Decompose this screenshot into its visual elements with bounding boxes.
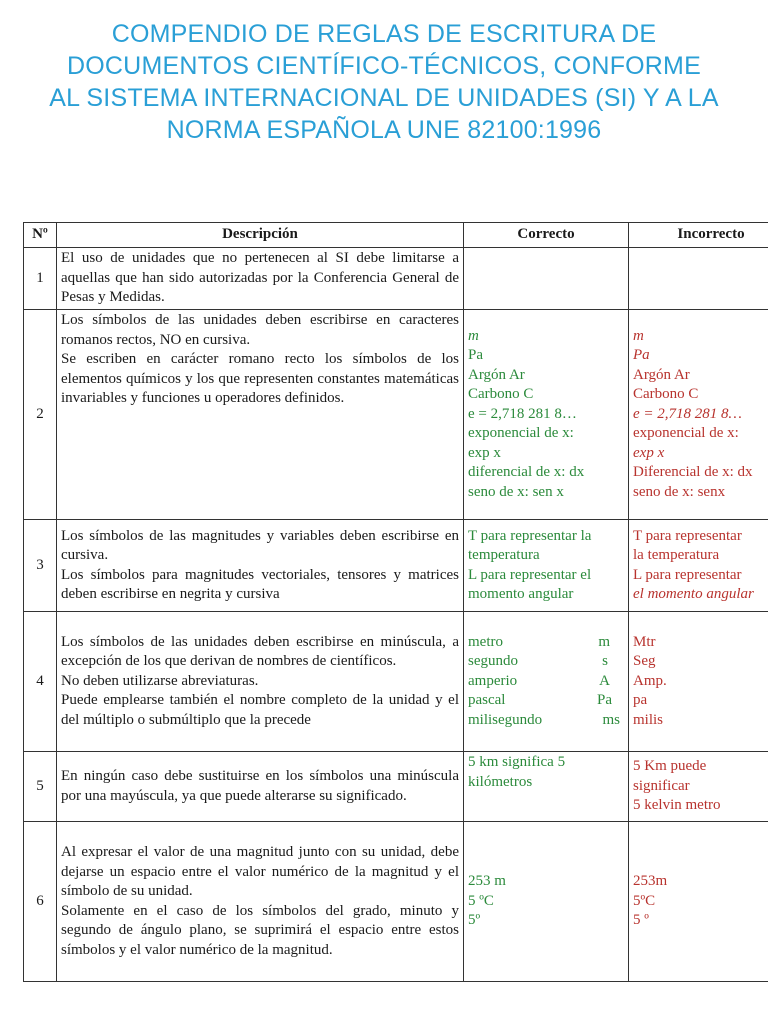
correct-example: Argón Ar (468, 366, 525, 383)
table-row (24, 248, 768, 310)
correct-example (468, 691, 624, 711)
incorrect-cell (629, 612, 768, 752)
correct-cell (464, 520, 629, 612)
correct-cell (464, 612, 629, 752)
unit-name: milisegundo (468, 711, 543, 728)
table-row (24, 520, 768, 612)
table-row (24, 752, 768, 822)
incorrect-example: exp x (633, 444, 665, 461)
description-paragraph: Los símbolos de las unidades deben escribirse en minúscula, a excepción de los que derivan de nombres de científicos. (61, 633, 459, 670)
correct-example: e = 2,718 281 8… (468, 405, 577, 422)
correct-example: 5º (468, 912, 481, 929)
incorrect-example: 5 kelvin metro (633, 797, 721, 814)
unit-symbol: m (598, 633, 610, 650)
row-number: 5 (24, 752, 57, 822)
table-row (24, 822, 768, 982)
table-row (24, 310, 768, 520)
title-line: COMPENDIO DE REGLAS DE ESCRITURA DE (111, 20, 657, 48)
incorrect-example: m (633, 327, 644, 344)
correct-example: 5 ºC (468, 892, 494, 909)
incorrect-example: T para representar (633, 527, 742, 544)
correct-example: momento angular (468, 586, 574, 602)
title-line: AL SISTEMA INTERNACIONAL DE UNIDADES (SI) Y A LA (49, 84, 719, 112)
row-description (57, 612, 464, 752)
column-header-incorrect: Incorrecto (629, 223, 768, 248)
correct-example: Carbono C (468, 386, 534, 403)
incorrect-cell (629, 520, 768, 612)
incorrect-example: e = 2,718 281 8… (633, 405, 742, 422)
incorrect-example: L para representar (633, 566, 742, 583)
unit-name: metro (468, 633, 503, 650)
description-paragraph: Los símbolos de las magnitudes y variables deben escribirse en cursiva. (61, 527, 459, 563)
incorrect-example: significar (633, 777, 690, 794)
table-row (24, 612, 768, 752)
incorrect-example: 5 Km puede (633, 758, 707, 775)
correct-example: seno de x: sen x (468, 483, 564, 500)
correct-example: T para representar la (468, 527, 592, 544)
header-row (24, 223, 768, 248)
incorrect-example: Mtr (633, 633, 656, 650)
correct-cell (464, 248, 629, 310)
incorrect-cell (629, 752, 768, 822)
row-description (57, 752, 464, 822)
description-paragraph: Puede emplearse también el nombre completo de la unidad y el del múltiplo o submúltiplo que la precede (61, 692, 459, 728)
description-paragraph: Al expresar el valor de una magnitud junto con su unidad, debe dejarse un espacio entre el valor numérico de la magnitud y el símbolo de su unidad. (61, 844, 459, 899)
description-paragraph: Los símbolos de las unidades deben escribirse en caracteres romanos rectos, NO en cursiva. (61, 312, 459, 348)
correct-example: exp x (468, 444, 501, 461)
incorrect-cell (629, 822, 768, 982)
correct-example: 253 m (468, 873, 506, 890)
title-line: NORMA ESPAÑOLA UNE 82100:1996 (166, 116, 602, 144)
incorrect-example: 5ºC (633, 892, 656, 909)
description-paragraph: No deben utilizarse abreviaturas. (61, 672, 259, 689)
correct-example: m (468, 327, 479, 344)
correct-example: L para representar el (468, 566, 592, 583)
correct-example (468, 672, 624, 692)
page-title (40, 18, 728, 146)
description-paragraph: Solamente en el caso de los símbolos del grado, minuto y segundo de ángulo plano, se suprimirá el espacio entre estos símbolos y el valor numérico de la magnitud. (61, 902, 459, 958)
incorrect-example: Argón Ar (633, 366, 690, 383)
correct-cell (464, 310, 629, 520)
correct-example (468, 633, 624, 653)
unit-symbol: s (602, 653, 608, 670)
incorrect-example: milis (633, 711, 664, 728)
row-number: 1 (24, 248, 57, 310)
description-paragraph: El uso de unidades que no pertenecen al SI debe limitarse a aquellas que han sido autorizadas por la Conferencia General de Pesas y Medidas. (61, 250, 459, 306)
incorrect-cell (629, 248, 768, 310)
incorrect-cell (629, 310, 768, 520)
correct-example: temperatura (468, 547, 540, 563)
title-line: DOCUMENTOS CIENTÍFICO-TÉCNICOS, CONFORME (67, 52, 701, 80)
incorrect-example: 5 º (633, 912, 649, 929)
correct-cell (464, 822, 629, 982)
unit-name: pascal (468, 692, 506, 709)
incorrect-example: Carbono C (633, 386, 699, 403)
row-number: 4 (24, 612, 57, 752)
correct-example (468, 652, 624, 672)
correct-cell (464, 752, 629, 822)
correct-example: kilómetros (468, 773, 533, 790)
incorrect-example: exponencial de x: (633, 425, 739, 442)
incorrect-example: la temperatura (633, 547, 720, 563)
row-number: 2 (24, 310, 57, 520)
row-number: 3 (24, 520, 57, 612)
column-header-number: Nº (24, 223, 57, 248)
rules-table (23, 222, 768, 982)
unit-symbol: Pa (597, 692, 612, 709)
description-paragraph: Los símbolos para magnitudes vectoriales, tensores y matrices deben escribirse en negrita y cursiva (61, 566, 459, 602)
correct-example: Pa (468, 347, 483, 364)
unit-name: amperio (468, 672, 518, 689)
correct-example: 5 km significa 5 (468, 754, 566, 770)
unit-symbol: ms (602, 711, 620, 728)
correct-example: exponencial de x: (468, 425, 574, 442)
row-description (57, 822, 464, 982)
incorrect-example: Diferencial de x: dx (633, 464, 753, 481)
row-description (57, 310, 464, 520)
column-header-description: Descripción (57, 223, 464, 248)
column-header-correct: Correcto (464, 223, 629, 248)
incorrect-example: Amp. (633, 672, 667, 689)
row-number: 6 (24, 822, 57, 982)
description-paragraph: Se escriben en carácter romano recto los símbolos de los elementos químicos y los que representen constantes matemáticas invariables y funciones u operadores definidos. (61, 351, 459, 406)
row-description (57, 520, 464, 612)
incorrect-example: pa (633, 692, 648, 709)
incorrect-example: 253m (633, 873, 668, 890)
description-paragraph: En ningún caso debe sustituirse en los símbolos una minúscula por una mayúscula, ya que puede alterarse su significado. (61, 768, 459, 804)
correct-example: diferencial de x: dx (468, 464, 585, 481)
incorrect-example: seno de x: senx (633, 483, 726, 500)
row-description (57, 248, 464, 310)
unit-name: segundo (468, 653, 518, 670)
incorrect-example: Seg (633, 653, 656, 670)
incorrect-example: el momento angular (633, 586, 754, 602)
unit-symbol: A (599, 672, 610, 689)
incorrect-example: Pa (633, 347, 650, 364)
correct-example (468, 711, 624, 731)
